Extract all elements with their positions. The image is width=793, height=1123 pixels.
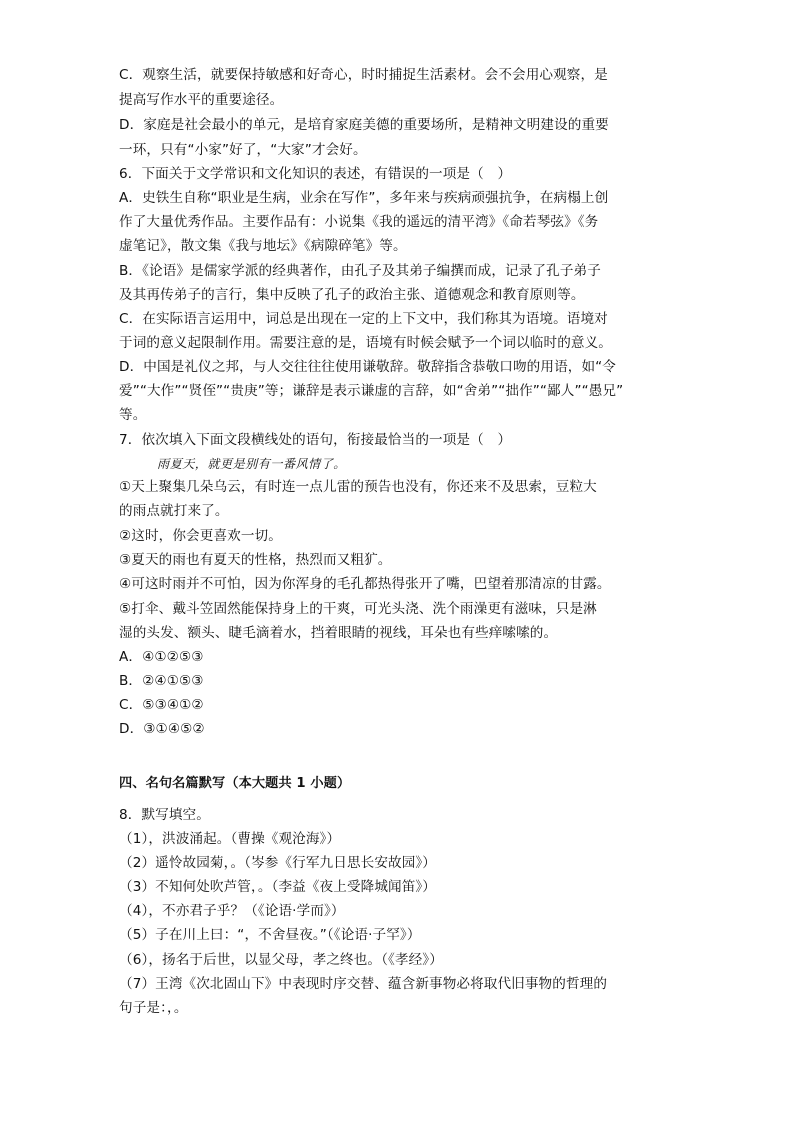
q6-option-a-line1: A．史铁生自称“职业是生病，业余在写作”，多年来与疾病顽强抗争，在病榻上创 [119, 190, 609, 206]
q7-item5-line2: 湿的头发、额头、睫毛滴着水，挡着眼睛的视线，耳朵也有些痒嗦嗦的。 [119, 625, 558, 641]
q5-option-d-line1: D．家庭是社会最小的单元，是培育家庭美德的重要场所，是精神文明建设的重要 [119, 117, 609, 133]
q6-option-a-line2: 作了大量优秀作品。主要作品有：小说集《我的遥远的清平湾》《命若琴弦》《务 [119, 214, 599, 230]
q8-item7-line2: 句子是：，。 [119, 1000, 188, 1016]
q6-option-b-line1: B．《论语》是儒家学派的经典著作，由孔子及其弟子编撰而成，记录了孔子弟子 [119, 263, 601, 279]
q7-option-c: C．⑤③④①② [119, 697, 204, 713]
q7-item1-line2: 的雨点就打来了。 [119, 503, 229, 519]
q7-option-d: D．③①④⑤② [119, 721, 205, 737]
q6-option-d-line3: 等。 [119, 407, 147, 423]
q5-option-c-line1: C．观察生活，就要保持敏感和好奇心，时时捕捉生活素材。会不会用心观察，是 [119, 67, 608, 83]
q6-option-c-line2: 于词的意义起限制作用。需要注意的是，语境有时候会赋予一个词以临时的意义。 [119, 335, 612, 351]
q8-stem: 8．默写填空。 [119, 807, 210, 823]
q7-item3: ③夏天的雨也有夏天的性格，热烈而又粗犷。 [119, 552, 392, 568]
q8-item6: （6），扬名于后世，以显父母，孝之终也。（《孝经》） [119, 952, 443, 968]
q6-option-c-line1: C．在实际语言运用中，词总是出现在一定的上下文中，我们称其为语境。语境对 [119, 311, 608, 327]
q7-passage: 雨夏天，就更是别有一番风情了。 [157, 457, 346, 471]
q6-option-d-line2: 爱”“大作”“贤侄”“贵庚”等；谦辞是表示谦虚的言辞，如“舍弟”“拙作”“鄙人”“愚兄” [119, 383, 624, 399]
q7-item2: ②这时，你会更喜欢一切。 [119, 528, 282, 544]
q6-option-a-line3: 虚笔记》，散文集《我与地坛》《病隙碎笔》等。 [119, 238, 407, 254]
q7-item4: ④可这时雨并不可怕，因为你浑身的毛孔都热得张开了嘴，巴望着那清凉的甘露。 [119, 576, 611, 592]
q8-item1: （1），洪波涌起。（曹操《观沧海》） [119, 831, 341, 847]
q8-item4: （4），不亦君子乎？（《论语·学而》） [119, 903, 345, 919]
q8-item5: （5）子在川上曰：“，不舍昼夜。”（《论语·子罕》） [119, 927, 421, 943]
q5-option-c-line2: 提高写作水平的重要途径。 [119, 92, 284, 108]
q8-item2: （2）遥怜故园菊，。（岑参《行军九日思长安故园》） [119, 855, 436, 871]
q6-option-b-line2: 及其再传弟子的言行，集中反映了孔子的政治主张、道德观念和教育原则等。 [119, 287, 585, 303]
q8-item3: （3）不知何处吹芦管，。（李益《夜上受降城闻笛》） [119, 879, 436, 895]
q7-stem: 7．依次填入下面文段横线处的语句，衔接最恰当的一项是（ ） [119, 432, 512, 448]
q6-option-d-line1: D．中国是礼仪之邦，与人交往往往使用谦敬辞。敬辞指含恭敬口吻的用语，如“令 [119, 359, 616, 375]
q7-option-b: B．②④①⑤③ [119, 673, 204, 689]
q8-item7-line1: （7）王湾《次北固山下》中表现时序交替、蕴含新事物必将取代旧事物的哲理的 [119, 976, 608, 992]
q5-option-d-line2: 一环，只有“小家”好了，“大家”才会好。 [119, 142, 367, 158]
section4-heading: 四、名句名篇默写（本大题共 1 小题） [119, 776, 351, 791]
q7-option-a: A．④①②⑤③ [119, 649, 204, 665]
q7-item1-line1: ①天上聚集几朵乌云，有时连一点儿雷的预告也没有，你还来不及思索，豆粒大 [119, 479, 597, 495]
q6-stem: 6．下面关于文学常识和文化知识的表述，有错误的一项是（ ） [119, 166, 512, 182]
q7-item5-line1: ⑤打伞、戴斗笠固然能保持身上的干爽，可光头浇、洗个雨澡更有滋味，只是淋 [119, 601, 597, 617]
